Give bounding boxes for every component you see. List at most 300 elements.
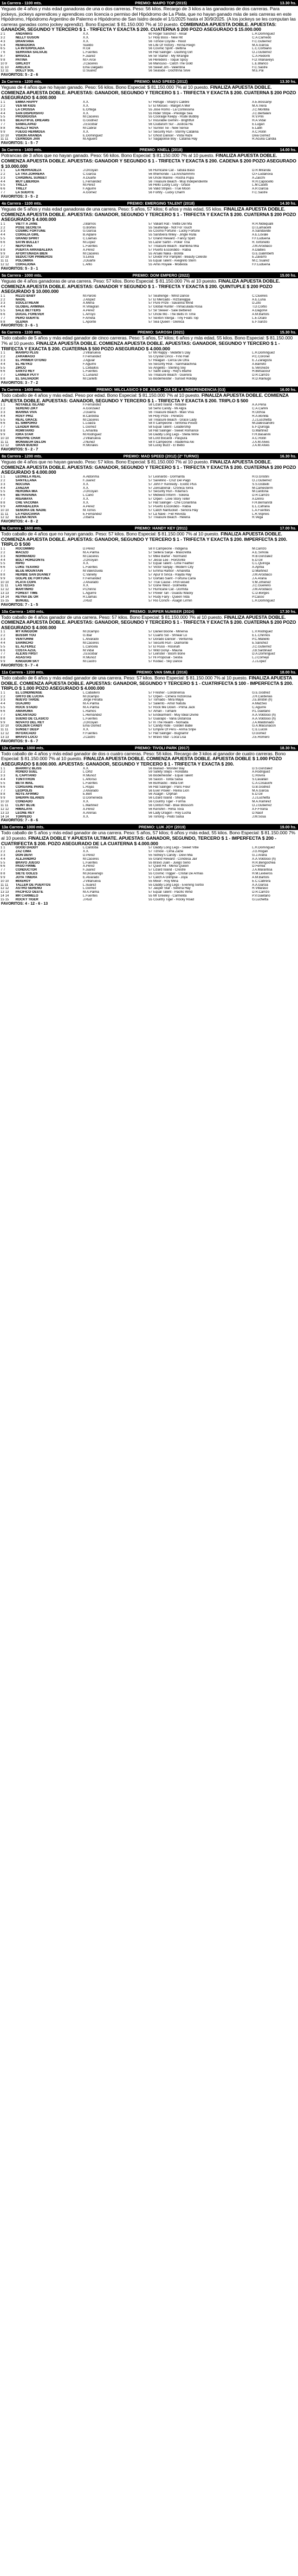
horse-name: NOCUNA bbox=[15, 482, 30, 486]
entry-number: 2 2 bbox=[1, 634, 5, 638]
horse-name: CORALIONA bbox=[15, 263, 36, 267]
jockey: L.Fuentes bbox=[82, 781, 98, 785]
entry-row bbox=[0, 714, 298, 717]
entry-row bbox=[0, 437, 298, 441]
jockey: A.Gonzalez bbox=[82, 407, 100, 410]
pedigree: Life Of Victory - Rinna Reign bbox=[153, 43, 195, 47]
weight: 56 bbox=[148, 51, 152, 55]
jockey: M.Vidal bbox=[82, 649, 94, 652]
entry-row bbox=[0, 130, 298, 134]
weight: 57 bbox=[148, 119, 152, 123]
entry-row bbox=[0, 298, 298, 302]
pedigree: Gone West - Golmelita bbox=[153, 584, 187, 588]
entry-row bbox=[0, 58, 298, 62]
trainer: L.H.Dominguez bbox=[252, 599, 275, 603]
jockey: J.Duarte bbox=[82, 259, 96, 263]
entry-number: 5 5 bbox=[1, 309, 5, 313]
jockey: J.Alvarado bbox=[82, 789, 99, 793]
entry-row bbox=[0, 570, 298, 573]
entry-row bbox=[0, 551, 298, 555]
jockey: L.Gomez bbox=[82, 426, 96, 429]
jockey: J.Escobar bbox=[82, 652, 98, 656]
weight: 55 bbox=[148, 366, 152, 370]
entry-row bbox=[0, 483, 298, 487]
entry-row bbox=[0, 724, 298, 728]
entry-row bbox=[0, 101, 298, 104]
weight: 57 bbox=[148, 494, 152, 498]
trainer: R.Villaraso bbox=[252, 887, 268, 891]
jockey: F.Fuentes bbox=[82, 732, 98, 736]
horse-name: LAS VEGAS bbox=[15, 584, 35, 588]
pedigree: Hat Salinger - Sweet Romance bbox=[153, 429, 199, 433]
trainer: E.C.Cabrera bbox=[252, 879, 271, 883]
jockey: M.F.Arce bbox=[82, 58, 96, 62]
jockey: X.X. bbox=[82, 482, 89, 486]
jockey: F.Fernández bbox=[82, 577, 101, 580]
entry-number: 8 8 bbox=[1, 320, 5, 324]
weight: 56 bbox=[148, 172, 152, 176]
pedigree: Jose Romo - La Contessina bbox=[153, 108, 195, 112]
horse-name: LEOPOLIS bbox=[15, 789, 33, 793]
pedigree: Catch A Glimpse - Joya bbox=[153, 875, 188, 879]
pedigree: Valiant Rat - Viette Del Ma bbox=[153, 222, 192, 226]
jockey: S.Leiva bbox=[82, 256, 94, 259]
race-number: 8a Carrera - 1200 mts. bbox=[2, 454, 42, 459]
weight: 57 bbox=[148, 126, 152, 130]
horse-name: GOLDEN CANDY bbox=[15, 724, 43, 728]
jockey: A.Pérez bbox=[82, 865, 95, 868]
race-condition-text: Todo caballo de 4 años y más edad ganador de dos o cuatro carreras. Peso: 56 kilos. Recargo de 3 kilos al ganador de cuatro carreras. Bono Especial: $ 81.150.000 7% al 10 puesto. bbox=[1, 750, 286, 762]
race-number: 3a Carrera - 1400 mts. bbox=[2, 147, 42, 153]
entry-number: 2 2 bbox=[1, 849, 5, 853]
entry-row bbox=[0, 191, 298, 195]
pedigree: Wild Gonyi - Mauria bbox=[153, 649, 183, 652]
weight: 57 bbox=[148, 512, 152, 516]
jockey: X.X. bbox=[82, 501, 89, 505]
entry-row bbox=[0, 559, 298, 563]
entry-row bbox=[0, 846, 298, 850]
race-section bbox=[0, 147, 298, 200]
pedigree: Daddy Long Legs - Evening Sorbo bbox=[153, 883, 204, 887]
trainer: C.E.Lucoli bbox=[252, 728, 268, 732]
entry-row bbox=[0, 180, 298, 184]
entry-row bbox=[0, 649, 298, 653]
entry-number: 7 7 bbox=[1, 426, 5, 429]
entry-number: 8 8 bbox=[1, 377, 5, 381]
weight: 57 bbox=[148, 849, 152, 853]
entry-row bbox=[0, 815, 298, 819]
entry-row bbox=[0, 411, 298, 415]
trainer: H.Betsacour bbox=[252, 370, 270, 374]
entry-number: 4 4 bbox=[1, 112, 5, 115]
pedigree: Clinton Hall - Blue Blossom bbox=[153, 803, 193, 807]
jockey: C.Lunarez bbox=[82, 374, 99, 377]
entry-number: 1 1 bbox=[1, 222, 5, 226]
jockey: J.Alspez bbox=[82, 298, 96, 302]
pedigree: Fresher - Londinensa bbox=[153, 691, 185, 695]
trainer: J.H.Cardenas bbox=[252, 695, 273, 698]
pedigree: Sea Queen - Glenica bbox=[153, 320, 184, 324]
weight: 57 bbox=[148, 475, 152, 479]
jockey: D.Pérez bbox=[82, 547, 95, 551]
trainer: C.A.Carlini bbox=[252, 407, 268, 410]
weight: 57 bbox=[148, 320, 152, 324]
weight: 57 bbox=[148, 138, 152, 141]
entry-number: 10 10 bbox=[1, 580, 9, 584]
pedigree: Puerto Escondido - Rabia bbox=[153, 248, 191, 252]
weight: 57 bbox=[148, 294, 152, 298]
horse-name: BRAVO LOCO bbox=[15, 735, 38, 739]
race-time: 13.30 hs. bbox=[280, 79, 296, 84]
entry-row bbox=[0, 233, 298, 237]
horse-name: GLENIA bbox=[15, 320, 28, 324]
race-time: 13.30 hs. bbox=[280, 1, 296, 5]
jockey: R.Gil bbox=[82, 47, 90, 51]
entry-row bbox=[0, 419, 298, 422]
pedigree: Amis Royale - Modesta bbox=[153, 263, 187, 267]
pedigree: Sagapolise Boy - Catania Hay bbox=[153, 138, 198, 141]
race-number: 2a Carrera - 1200 mts. bbox=[2, 79, 42, 84]
entry-number: 5 5 bbox=[1, 184, 5, 187]
race-time: 17.00 hs. bbox=[280, 526, 296, 531]
race-time: 18.30 hs. bbox=[280, 745, 296, 750]
race-condition-text: Potrancas de 3 años que no hayan ganado. Peso: 56 kilos. Bono Especial: $ 81.150.000 7% al 10 puesto. bbox=[1, 153, 215, 159]
weight: 57 bbox=[148, 248, 152, 252]
entry-row bbox=[0, 226, 298, 230]
horse-name: SUENO DE CLASICO bbox=[15, 717, 49, 721]
horse-name: NELLY GUSON bbox=[15, 36, 39, 40]
entry-number: 6 5 bbox=[1, 47, 5, 51]
pedigree: Bulmastic - Beta Girl bbox=[153, 781, 184, 785]
horse-name: PERO SUERTE bbox=[15, 316, 40, 320]
entry-row bbox=[0, 259, 298, 263]
jockey: J.Cáceres bbox=[82, 62, 98, 66]
jockey: L.Martinez bbox=[82, 803, 99, 807]
entry-number: 4 4 bbox=[1, 641, 5, 645]
race-favorites: FAVORITOS: 7 - 1 - 5 bbox=[1, 603, 38, 607]
weight: 55 bbox=[148, 115, 152, 119]
pedigree: Seahenge - Not For Touch bbox=[153, 226, 192, 230]
trainer: G.A.Macuriacon bbox=[252, 724, 276, 728]
race-favorites: FAVORITOS: 5 - 2 - 7 bbox=[1, 448, 38, 452]
jockey: J.Villanueva bbox=[82, 351, 101, 355]
trainer: C.Aguirre bbox=[252, 706, 267, 710]
weight: 56 bbox=[148, 774, 152, 778]
horse-name: LA FIDUCIARIA bbox=[15, 512, 40, 516]
pedigree: Hat Salinger - Dashing Girl bbox=[153, 51, 193, 55]
race-time: 17.30 hs. bbox=[280, 609, 296, 614]
pedigree: Equal Talent - Leadership bbox=[153, 426, 191, 429]
pedigree: Treasure Beach - Bambina Mia bbox=[153, 244, 199, 248]
entry-number: 4 4 bbox=[1, 778, 5, 782]
horse-name: INTOXICADO bbox=[15, 732, 36, 736]
jockey: Sueldo bbox=[82, 43, 93, 47]
entry-number: 3 3 bbox=[1, 638, 5, 642]
trainer: A.F.Frisina bbox=[252, 807, 268, 811]
entry-row bbox=[0, 305, 298, 309]
weight: 57 bbox=[148, 312, 152, 316]
pedigree: Amari - Tumaini bbox=[153, 710, 177, 713]
weight: 57 bbox=[148, 660, 152, 664]
jockey: J.Villanueva bbox=[82, 879, 101, 883]
jockey: J.Castro bbox=[82, 735, 95, 739]
trainer: G.B.Godnez bbox=[252, 785, 270, 789]
jockey: M.Cáceres bbox=[82, 641, 99, 645]
pedigree: El Moises - Marget A Mer bbox=[153, 104, 190, 108]
jockey: X.X. bbox=[82, 498, 89, 501]
entry-number: 1 1 bbox=[1, 547, 5, 551]
entry-number: 15 15 bbox=[1, 898, 9, 901]
race-prize: PREMIO: HANDY KEY (2011) bbox=[134, 526, 187, 531]
entry-number: 13 13 bbox=[1, 735, 9, 739]
race-number: 6a Carrera - 1100 mts. bbox=[2, 330, 42, 335]
weight: 56 bbox=[148, 180, 152, 184]
race-number: 4a Carrera - 1100 mts. bbox=[2, 201, 42, 206]
race-condition-text: Todo caballo de 6 años y más edad ganador de una carrera. Peso: 57 kilos. Bono Especial: $ 81.150.000 7% al 10 puesto. bbox=[1, 675, 248, 681]
horse-name: ROCOMIMO bbox=[15, 547, 35, 551]
entry-row bbox=[0, 40, 298, 44]
trainer: E.D.Gil bbox=[252, 558, 263, 562]
entry-number: 3 3 bbox=[1, 302, 5, 305]
entry-number: 9 9 bbox=[1, 130, 5, 134]
entry-number: 14 14 bbox=[1, 595, 9, 599]
weight: 58 bbox=[148, 444, 152, 448]
horse-name: PATIÑA bbox=[15, 58, 28, 62]
trainer: C.L.Quiroga bbox=[252, 562, 270, 566]
race-betting-text: FINALIZA APUESTA DOBLE. COMIENZA APUESTA DOBLE. APUESTAS: GANADOR Y SEGUNDO $ 1 - TRIFECTA Y EXACTA $ 200. QUINTUPLE $ 200 POZO ASEGURADO $ 10.000.000 bbox=[1, 278, 280, 295]
pedigree: Hurricane Cat - Tabula Baso bbox=[153, 169, 195, 173]
race-favorites: FAVORITOS: 5 - 7 - 4 bbox=[1, 664, 38, 668]
entry-number: 7 7 bbox=[1, 191, 5, 195]
horse-name: ROSY PRIZ bbox=[15, 414, 34, 418]
weight: 57 bbox=[148, 573, 152, 577]
entry-number: 4 4 bbox=[1, 702, 5, 706]
pedigree: Leinster - Boom Bone bbox=[153, 652, 185, 656]
pedigree: Sweet Jim - Valentina bbox=[153, 66, 185, 69]
race-prize: PREMIO: VAN SMILE (2016) bbox=[136, 670, 188, 675]
horse-name: EL LONDINENSE bbox=[15, 691, 42, 695]
horse-name: LA TRA ZORRERA bbox=[15, 172, 45, 176]
trainer: J.M.Arcidiaco bbox=[252, 244, 272, 248]
trainer: R.V.Pini bbox=[252, 115, 264, 119]
entry-row bbox=[0, 223, 298, 226]
race-entries bbox=[0, 169, 298, 195]
pedigree: John F Kennedy - Exotic Plus bbox=[153, 482, 197, 486]
entry-row bbox=[0, 721, 298, 725]
horse-name: REAL GRACE bbox=[15, 418, 37, 422]
horse-name: PASO FIRME bbox=[15, 865, 36, 868]
weight: 57 bbox=[148, 222, 152, 226]
entry-number: 8 8 bbox=[1, 573, 5, 577]
entry-number: 2 2 bbox=[1, 479, 5, 482]
race-prize: PREMIO: LUK JOY (2019) bbox=[138, 825, 186, 830]
race-section bbox=[0, 200, 298, 272]
trainer: J.J.Luchetta bbox=[252, 796, 270, 800]
trainer: R.D.Rainugo bbox=[252, 377, 271, 381]
jockey: L.Gomez bbox=[82, 887, 96, 891]
trainer: L.H.Dominguez bbox=[252, 846, 275, 850]
pedigree: Ithemonde - La Anchammmi bbox=[153, 172, 195, 176]
race-time: 16.00 hs. bbox=[280, 387, 296, 392]
entry-row bbox=[0, 407, 298, 411]
pedigree: Orpen - Love Story Teller bbox=[153, 498, 190, 501]
race-entries bbox=[0, 846, 298, 902]
jockey: J.Guerra bbox=[82, 410, 96, 414]
horse-name: MARTINHO bbox=[15, 588, 34, 592]
entry-row bbox=[0, 104, 298, 108]
race-prize: PREMIO: MAD SPEED (2012) bbox=[134, 79, 188, 84]
pedigree: Il Campeone - Indigena bbox=[153, 547, 188, 551]
weight: 56 bbox=[148, 414, 152, 418]
race-betting-text: FINALIZA APUESTA DOBLE. COMIENZA APUESTA DOBLE. APUESTAS: GANADOR Y SEGUNDO $ 1 - TRIFECTA Y EXACTA $ 200. CADENA $ 200 POZO ASEGURADO $ 10.000.000 bbox=[1, 153, 296, 169]
race-section bbox=[0, 745, 298, 824]
trainer: D.R.Carrizo bbox=[252, 494, 270, 498]
entry-row bbox=[0, 230, 298, 233]
weight: 57 bbox=[148, 490, 152, 494]
entry-number: 5 5 bbox=[1, 781, 5, 785]
trainer: G.Martinez bbox=[252, 429, 269, 433]
trainer: E.Sánchez bbox=[252, 641, 268, 645]
horse-name: PREPPIE CHAR bbox=[15, 436, 41, 440]
jockey: A.Arenas bbox=[82, 811, 97, 815]
horse-name: RIPIO bbox=[15, 562, 25, 566]
entry-row bbox=[0, 858, 298, 861]
horse-name: HERBIE SAN DUANEY bbox=[15, 573, 51, 577]
jockey: M.Dicavanigo bbox=[82, 872, 103, 876]
weight: 56 bbox=[148, 40, 152, 43]
horse-name: ZANZAR bbox=[15, 486, 29, 490]
trainer: J.M.Arcidiaco bbox=[252, 588, 272, 592]
horse-name: KINGDOM SKY bbox=[15, 660, 40, 664]
race-prize: PREMIO: SURFER NUMBER (2024) bbox=[129, 609, 195, 614]
entry-row bbox=[0, 475, 298, 479]
weight: 55 bbox=[148, 898, 152, 901]
entry-row bbox=[0, 804, 298, 808]
entry-row bbox=[0, 55, 298, 58]
pedigree: Mi Happy - Vedette's Day bbox=[153, 351, 191, 355]
entry-number: 9 9 bbox=[1, 252, 5, 256]
race-conditions bbox=[0, 6, 298, 32]
entry-row bbox=[0, 581, 298, 585]
entry-row bbox=[0, 44, 298, 48]
pedigree: Jasper Star - Serena Hay bbox=[153, 887, 191, 891]
race-prize: PREMIO: MILCLASICO 9 DE JULIO - DIA DE LA INDEPENDENCIA (G3) bbox=[96, 387, 226, 392]
pedigree: True Cause - Prof-vesed bbox=[153, 580, 190, 584]
entry-number: 9 9 bbox=[1, 875, 5, 879]
weight: 57 bbox=[148, 728, 152, 732]
jockey: R.Muñoz bbox=[82, 774, 96, 778]
pedigree: Seahenge - Wind Dance bbox=[153, 294, 190, 298]
pedigree: Lizard Island - Crestre bbox=[153, 868, 186, 872]
entry-row bbox=[0, 516, 298, 520]
weight: 58 bbox=[148, 440, 152, 444]
race-header bbox=[0, 387, 298, 393]
horse-name: LA INTERPOLADA bbox=[15, 47, 45, 51]
horse-name: BUSSIR YOU bbox=[15, 634, 36, 638]
race-favorites: FAVORITOS: 9 - 6 - 7 bbox=[1, 739, 38, 743]
horse-name: ZARAMAGO bbox=[15, 355, 35, 359]
entry-number: 8 8 bbox=[1, 501, 5, 505]
pedigree: Equal Talent - Avegreto Stern bbox=[153, 259, 196, 263]
entry-row bbox=[0, 256, 298, 259]
pedigree: Lord Bocardi - Paspura bbox=[153, 436, 187, 440]
weight: 57 bbox=[148, 691, 152, 695]
entry-number: 11 11 bbox=[1, 259, 9, 263]
trainer: E.D.Gil bbox=[252, 793, 263, 796]
jockey: X.X. bbox=[82, 112, 89, 115]
weight: 56 bbox=[148, 785, 152, 789]
pedigree: Victor Sanjay - Modern City bbox=[153, 566, 193, 570]
jockey: M.Lopez bbox=[82, 241, 96, 244]
race-entries bbox=[0, 767, 298, 819]
race-header bbox=[0, 824, 298, 830]
horse-name: VISION ARANDA bbox=[15, 134, 42, 138]
entry-number: 2 2 bbox=[1, 298, 5, 302]
jockey: L.Ramos bbox=[82, 710, 96, 713]
entry-number: 6 6 bbox=[1, 312, 5, 316]
horse-name: GLOBAL ARMINIA bbox=[15, 305, 44, 309]
jockey: X.X. bbox=[82, 562, 89, 566]
race-time: 15.30 hs. bbox=[280, 330, 296, 335]
race-favorites: FAVORITOS: 5 - 2 - 6 bbox=[1, 73, 38, 77]
entry-row bbox=[0, 884, 298, 887]
horse-name: NUEVO TARDE bbox=[15, 698, 40, 702]
trainer: O.J.Gutiérrez bbox=[252, 51, 272, 55]
weight: 57 bbox=[148, 649, 152, 652]
race-conditions bbox=[0, 675, 298, 691]
weight: 55 bbox=[148, 879, 152, 883]
entry-number: 5 5 bbox=[1, 366, 5, 370]
weight: 56 bbox=[148, 815, 152, 819]
jockey: L.Fuentes bbox=[82, 244, 98, 248]
race-header bbox=[0, 0, 298, 6]
entry-row bbox=[0, 498, 298, 501]
race-section bbox=[0, 669, 298, 744]
entry-row bbox=[0, 313, 298, 317]
trainer: C.Rovira bbox=[252, 774, 265, 778]
entry-number: 7 7 bbox=[1, 868, 5, 872]
jockey: Ema Gomez bbox=[82, 724, 101, 728]
entry-row bbox=[0, 169, 298, 173]
trainer: J.A.Marantisa bbox=[252, 868, 273, 872]
trainer: P.V.Gaetano bbox=[252, 894, 270, 898]
entry-row bbox=[0, 241, 298, 245]
jockey: L.Fuentes bbox=[82, 717, 98, 721]
trainer: A.A.Voldosio (h) bbox=[252, 713, 276, 717]
horse-name: PRODIGIOSA bbox=[15, 115, 37, 119]
weight: 56 bbox=[148, 58, 152, 62]
entry-number: 6 6 bbox=[1, 649, 5, 652]
entry-number: 14 14 bbox=[1, 815, 9, 819]
trainer: C.A.Cosauchi bbox=[252, 781, 273, 785]
horse-name: VEN MI KIDS bbox=[15, 104, 36, 108]
trainer: J.E.Brobin (h) bbox=[252, 698, 273, 702]
horse-name: CERNODA JAN bbox=[15, 138, 40, 141]
weight: 57 bbox=[148, 638, 152, 642]
horse-name: EL PRIMER OTOÑO bbox=[15, 358, 47, 362]
entry-number: 2 2 bbox=[1, 172, 5, 176]
weight: 57 bbox=[148, 237, 152, 241]
pedigree: Cosmo Fortune - Lucky Fortune bbox=[153, 230, 200, 233]
entry-number: 3 3 bbox=[1, 774, 5, 778]
jockey: M.A.Palma bbox=[82, 702, 99, 706]
race-section bbox=[0, 387, 298, 453]
horse-name: VENTURINI bbox=[15, 638, 34, 642]
weight: 55 bbox=[148, 263, 152, 267]
entry-number: 3 2 bbox=[1, 36, 5, 40]
entry-number: 10 10 bbox=[1, 800, 9, 804]
weight: 57 bbox=[148, 698, 152, 702]
